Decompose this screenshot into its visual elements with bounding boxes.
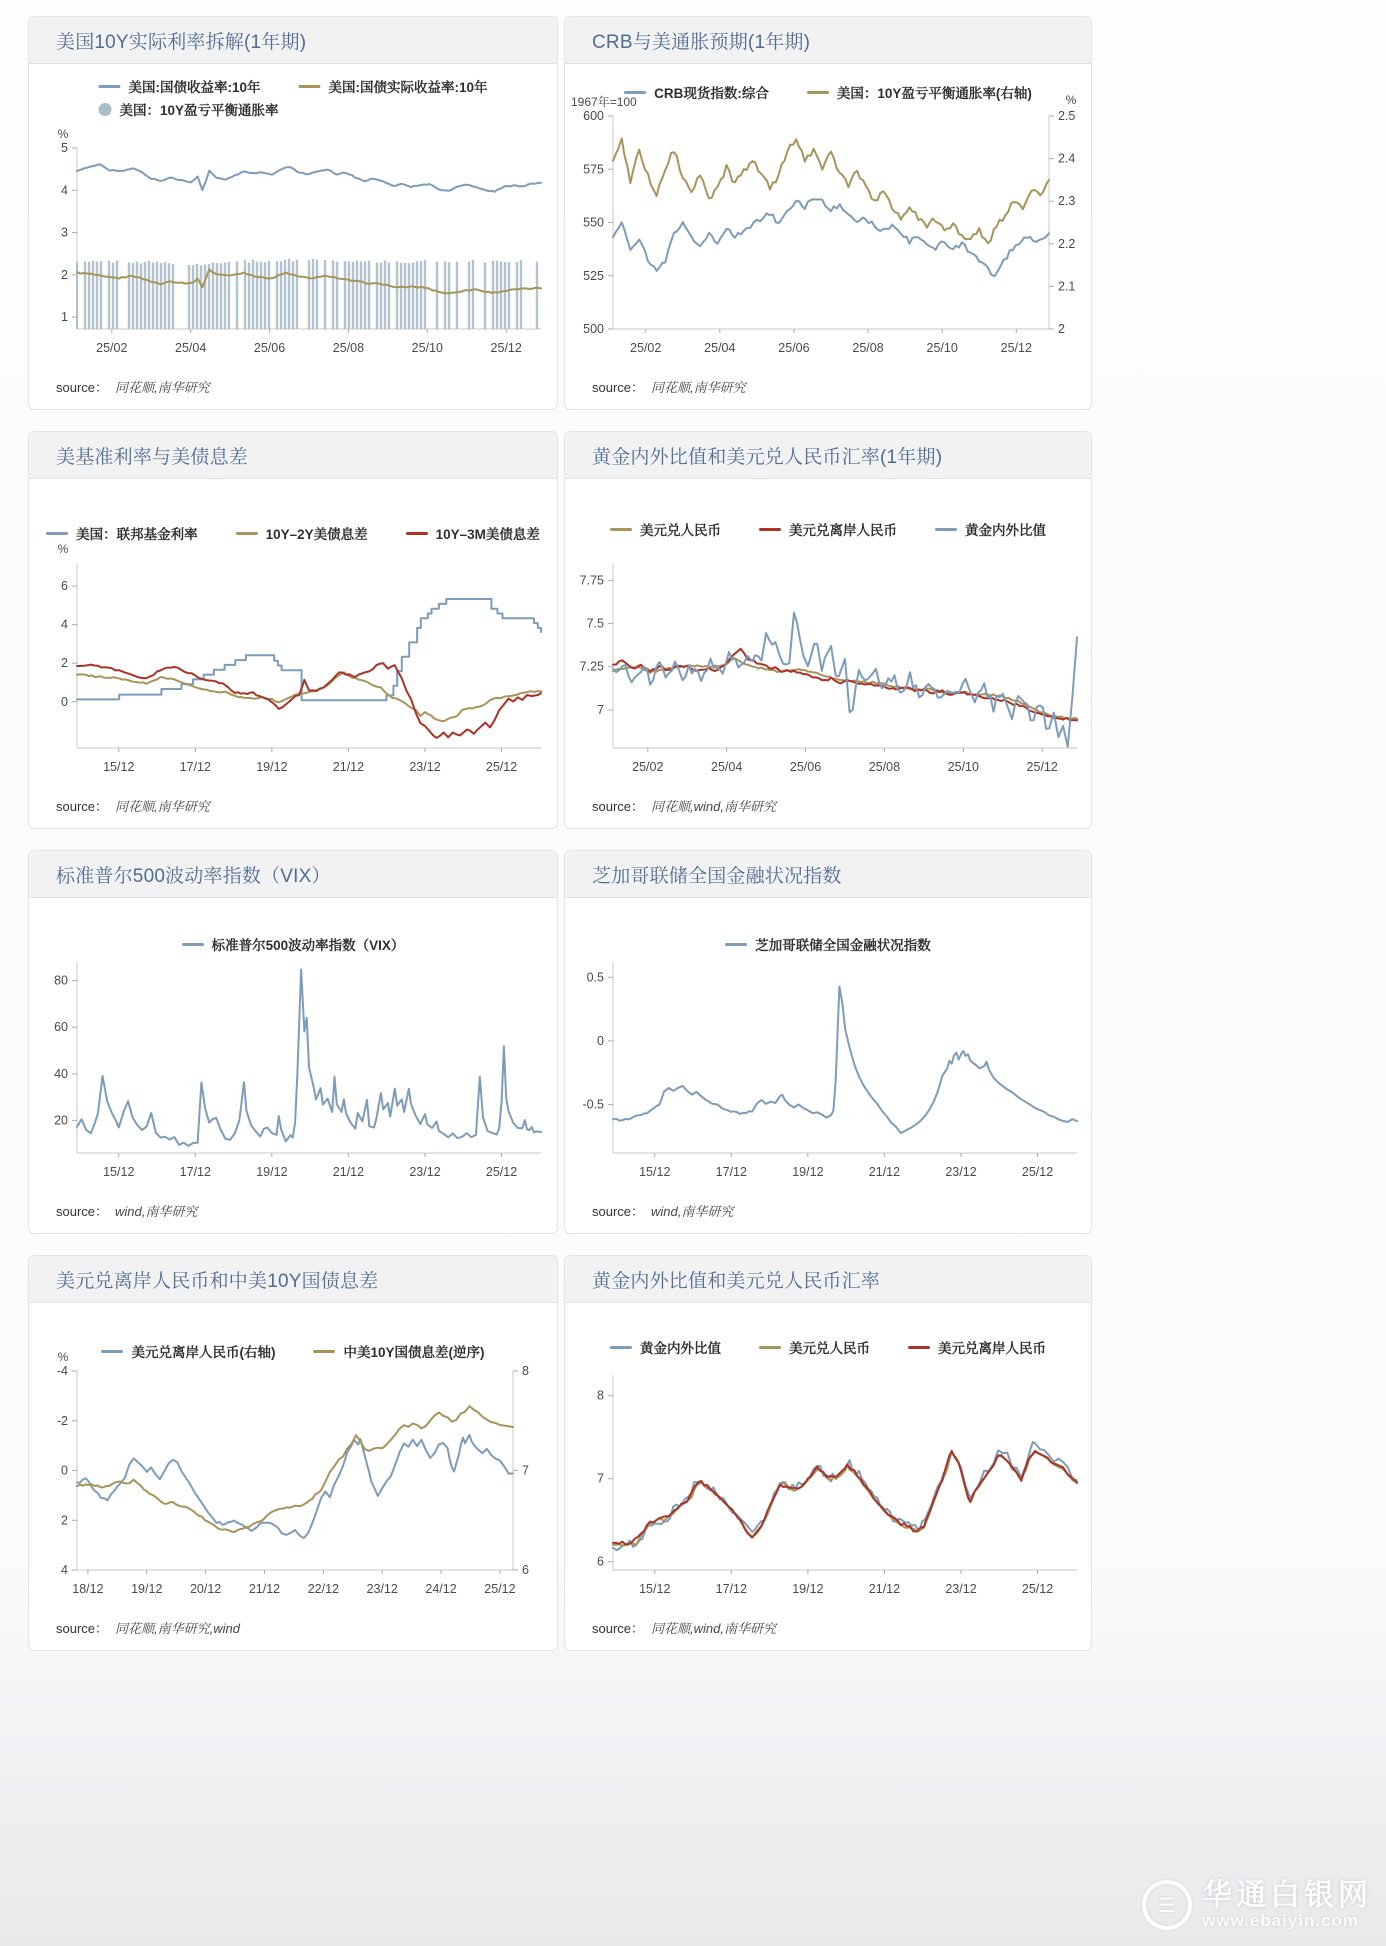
panel-title: 标准普尔500波动率指数（VIX） xyxy=(56,865,331,887)
source-row xyxy=(29,782,557,828)
source-row xyxy=(29,1604,557,1650)
svg-text:21/12: 21/12 xyxy=(868,1582,901,1596)
svg-text:-2: -2 xyxy=(56,1413,68,1428)
chart-area xyxy=(29,1303,557,1604)
svg-text:21/12: 21/12 xyxy=(332,1165,365,1179)
source-label: source： xyxy=(592,379,645,395)
panel-crb-inflation xyxy=(564,16,1092,410)
svg-text:25/08: 25/08 xyxy=(852,341,884,355)
source-label: source： xyxy=(56,379,109,395)
legend-label: 黄金内外比值 xyxy=(640,1341,721,1356)
svg-text:575: 575 xyxy=(583,162,604,177)
chart-canvas xyxy=(29,898,557,1187)
chart-area xyxy=(565,64,1091,363)
legend-label: 标准普尔500波动率指数（VIX） xyxy=(211,938,405,953)
panel-nfci xyxy=(564,850,1092,1234)
svg-text:%: % xyxy=(57,542,69,556)
svg-text:600: 600 xyxy=(583,109,604,123)
svg-text:25/06: 25/06 xyxy=(789,760,822,774)
svg-text:21/12: 21/12 xyxy=(248,1582,281,1596)
svg-text:24/12: 24/12 xyxy=(425,1582,457,1596)
svg-text:19/12: 19/12 xyxy=(792,1165,824,1179)
chart-plot xyxy=(29,1303,557,1604)
legend-label: 10Y–3M美债息差 xyxy=(435,527,540,542)
svg-text:25/06: 25/06 xyxy=(253,341,286,355)
svg-text:23/12: 23/12 xyxy=(945,1582,977,1596)
svg-text:7: 7 xyxy=(522,1463,529,1478)
legend-label: 中美10Y国债息差(逆序) xyxy=(343,1345,485,1360)
watermark-logo-icon: ☰ xyxy=(1142,1880,1192,1930)
svg-text:7.25: 7.25 xyxy=(579,659,604,674)
source-row xyxy=(29,1187,557,1233)
source-value: 同花顺,wind,南华研究 xyxy=(651,1620,776,1636)
legend-label: 美国：联邦基金利率 xyxy=(76,527,198,542)
chart-area xyxy=(565,898,1091,1187)
panel-header xyxy=(29,17,557,64)
svg-text:25/12: 25/12 xyxy=(485,1165,518,1179)
chart-canvas xyxy=(29,1303,557,1604)
chart-canvas xyxy=(565,479,1092,782)
svg-text:525: 525 xyxy=(583,268,604,283)
svg-text:19/12: 19/12 xyxy=(256,1165,288,1179)
svg-text:7: 7 xyxy=(597,702,604,717)
svg-text:6: 6 xyxy=(597,1554,604,1569)
svg-text:5: 5 xyxy=(61,141,68,155)
panel-header xyxy=(29,432,557,479)
legend-label: 美国:国债实际收益率:10年 xyxy=(328,80,488,95)
svg-text:18/12: 18/12 xyxy=(72,1582,104,1596)
source-label: source： xyxy=(592,1620,645,1636)
svg-text:25/06: 25/06 xyxy=(778,341,810,355)
legend-label: 美元兑人民币 xyxy=(789,1341,870,1356)
svg-text:25/04: 25/04 xyxy=(711,760,743,774)
legend-label: 美国：10Y盈亏平衡通胀率(右轴) xyxy=(836,86,1032,101)
svg-text:25/04: 25/04 xyxy=(175,341,207,355)
svg-text:21/12: 21/12 xyxy=(332,760,365,774)
svg-text:17/12: 17/12 xyxy=(715,1165,747,1179)
svg-text:2.5: 2.5 xyxy=(1058,109,1076,123)
source-label: source： xyxy=(56,798,109,814)
svg-text:4: 4 xyxy=(61,1563,68,1577)
svg-text:7.75: 7.75 xyxy=(579,573,604,588)
svg-text:25/08: 25/08 xyxy=(868,760,901,774)
chart-canvas xyxy=(565,898,1092,1187)
panel-title: CRB与美通胀预期(1年期) xyxy=(592,31,811,53)
svg-text:1: 1 xyxy=(61,310,68,325)
chart-area xyxy=(29,479,557,782)
svg-text:1967年=100: 1967年=100 xyxy=(571,95,637,109)
svg-text:19/12: 19/12 xyxy=(792,1582,824,1596)
chart-canvas xyxy=(565,64,1092,363)
svg-text:60: 60 xyxy=(54,1020,68,1035)
svg-text:19/12: 19/12 xyxy=(256,760,288,774)
svg-text:0: 0 xyxy=(61,1463,68,1478)
watermark-url: www.ebaiyin.com xyxy=(1202,1910,1360,1930)
panel-gold-ratio-cny xyxy=(564,1255,1092,1651)
svg-text:80: 80 xyxy=(54,973,68,988)
svg-text:25/02: 25/02 xyxy=(630,341,662,355)
watermark-text xyxy=(1202,1880,1372,1929)
source-value: 同花顺,南华研究 xyxy=(115,798,210,814)
panel-title: 美国10Y实际利率拆解(1年期) xyxy=(56,31,307,53)
svg-text:-4: -4 xyxy=(56,1364,68,1378)
svg-text:19/12: 19/12 xyxy=(131,1582,163,1596)
svg-text:23/12: 23/12 xyxy=(409,760,441,774)
source-value: wind,南华研究 xyxy=(115,1203,198,1219)
svg-text:2: 2 xyxy=(1058,322,1065,336)
chart-plot xyxy=(565,1303,1091,1604)
svg-text:0: 0 xyxy=(597,1033,604,1048)
svg-text:25/12: 25/12 xyxy=(484,1582,516,1596)
svg-text:2: 2 xyxy=(61,267,68,282)
panel-title: 美基准利率与美债息差 xyxy=(56,446,249,468)
legend-label: 黄金内外比值 xyxy=(965,523,1046,538)
svg-text:25/10: 25/10 xyxy=(947,760,979,774)
chart-canvas xyxy=(29,479,557,782)
panel-fed-rate-spreads xyxy=(28,431,558,829)
chart-area xyxy=(565,479,1091,782)
chart-canvas xyxy=(29,64,557,363)
svg-text:8: 8 xyxy=(597,1388,604,1403)
svg-text:25/12: 25/12 xyxy=(1026,760,1058,774)
svg-text:2.3: 2.3 xyxy=(1058,194,1076,209)
panel-header xyxy=(565,1256,1091,1303)
source-label: source： xyxy=(56,1620,109,1636)
svg-text:25/12: 25/12 xyxy=(1000,341,1032,355)
svg-text:0.5: 0.5 xyxy=(586,970,604,985)
legend-label: 10Y–2Y美债息差 xyxy=(265,527,368,542)
svg-text:25/02: 25/02 xyxy=(632,760,664,774)
svg-text:25/04: 25/04 xyxy=(704,341,736,355)
svg-text:2.4: 2.4 xyxy=(1058,151,1076,166)
chart-area xyxy=(29,898,557,1187)
svg-text:%: % xyxy=(57,127,69,141)
source-value: 同花顺,南华研究 xyxy=(115,379,210,395)
panel-header xyxy=(565,432,1091,479)
panel-title: 芝加哥联储全国金融状况指数 xyxy=(592,865,842,887)
svg-text:23/12: 23/12 xyxy=(945,1165,977,1179)
svg-text:2: 2 xyxy=(61,656,68,671)
chart-canvas xyxy=(565,1303,1092,1604)
svg-text:7: 7 xyxy=(597,1471,604,1486)
svg-text:17/12: 17/12 xyxy=(179,1165,211,1179)
svg-text:15/12: 15/12 xyxy=(639,1582,671,1596)
chart-area xyxy=(565,1303,1091,1604)
svg-text:4: 4 xyxy=(61,183,68,198)
svg-text:15/12: 15/12 xyxy=(103,1165,135,1179)
svg-text:22/12: 22/12 xyxy=(307,1582,339,1596)
svg-text:%: % xyxy=(57,1350,69,1364)
svg-text:-0.5: -0.5 xyxy=(582,1097,604,1112)
panel-vix xyxy=(28,850,558,1234)
svg-text:6: 6 xyxy=(522,1563,529,1577)
chart-plot xyxy=(29,64,557,363)
watermark xyxy=(1142,1880,1372,1930)
svg-text:20/12: 20/12 xyxy=(189,1582,222,1596)
svg-text:25/12: 25/12 xyxy=(1021,1582,1054,1596)
svg-text:500: 500 xyxy=(583,322,604,336)
legend-label: 美元兑离岸人民币(右轴) xyxy=(131,1345,276,1360)
svg-text:0: 0 xyxy=(61,694,68,709)
panel-header xyxy=(565,851,1091,898)
svg-text:550: 550 xyxy=(583,215,604,230)
legend-label: 美元兑离岸人民币 xyxy=(938,1341,1046,1356)
svg-text:23/12: 23/12 xyxy=(409,1165,441,1179)
svg-text:%: % xyxy=(1065,93,1077,107)
source-row xyxy=(565,1604,1091,1650)
svg-text:25/12: 25/12 xyxy=(485,760,518,774)
svg-text:25/02: 25/02 xyxy=(96,341,128,355)
legend-label: 美元兑人民币 xyxy=(640,523,721,538)
source-label: source： xyxy=(592,798,645,814)
svg-text:2.1: 2.1 xyxy=(1058,279,1076,294)
source-value: 同花顺,南华研究,wind xyxy=(115,1620,240,1636)
svg-text:2: 2 xyxy=(61,1513,68,1528)
chart-plot xyxy=(565,898,1091,1187)
panel-title: 黄金内外比值和美元兑人民币汇率 xyxy=(592,1270,881,1292)
chart-plot xyxy=(565,64,1091,363)
svg-text:25/08: 25/08 xyxy=(332,341,365,355)
watermark-brand: 华通白银网 xyxy=(1202,1879,1372,1913)
svg-text:6: 6 xyxy=(61,579,68,594)
source-value: wind,南华研究 xyxy=(651,1203,734,1219)
chart-plot xyxy=(565,479,1091,782)
charts-grid xyxy=(28,16,1092,1651)
source-label: source： xyxy=(56,1203,109,1219)
legend-label: 美国：10Y盈亏平衡通胀率 xyxy=(119,103,279,118)
source-value: 同花顺,南华研究 xyxy=(651,379,746,395)
panel-title: 美元兑离岸人民币和中美10Y国债息差 xyxy=(56,1270,379,1292)
chart-plot xyxy=(29,479,557,782)
svg-text:23/12: 23/12 xyxy=(366,1582,398,1596)
svg-text:21/12: 21/12 xyxy=(868,1165,901,1179)
svg-text:20: 20 xyxy=(54,1113,68,1128)
panel-header xyxy=(565,17,1091,64)
panel-gold-ratio-cny-1y xyxy=(564,431,1092,829)
svg-text:15/12: 15/12 xyxy=(639,1165,671,1179)
panel-header xyxy=(29,1256,557,1303)
source-row xyxy=(565,1187,1091,1233)
chart-plot xyxy=(29,898,557,1187)
panel-title: 黄金内外比值和美元兑人民币汇率(1年期) xyxy=(592,446,943,468)
svg-text:4: 4 xyxy=(61,617,68,632)
panel-us-10y-real-rate xyxy=(28,16,558,410)
chart-area xyxy=(29,64,557,363)
source-value: 同花顺,wind,南华研究 xyxy=(651,798,776,814)
svg-text:40: 40 xyxy=(54,1066,68,1081)
svg-text:8: 8 xyxy=(522,1364,529,1378)
source-row xyxy=(565,782,1091,828)
svg-text:15/12: 15/12 xyxy=(103,760,135,774)
svg-text:25/12: 25/12 xyxy=(490,341,522,355)
legend-label: 美国:国债收益率:10年 xyxy=(128,80,261,95)
svg-text:17/12: 17/12 xyxy=(715,1582,747,1596)
legend-label: 芝加哥联储全国金融状况指数 xyxy=(755,938,931,953)
source-row xyxy=(29,363,557,409)
svg-text:17/12: 17/12 xyxy=(179,760,211,774)
svg-text:25/12: 25/12 xyxy=(1021,1165,1054,1179)
source-row xyxy=(565,363,1091,409)
legend-label: CRB现货指数:综合 xyxy=(654,86,769,101)
svg-text:7.5: 7.5 xyxy=(586,616,604,631)
legend-label: 美元兑离岸人民币 xyxy=(789,523,897,538)
panel-cnh-spread xyxy=(28,1255,558,1651)
svg-text:2.2: 2.2 xyxy=(1058,236,1076,251)
svg-text:3: 3 xyxy=(61,225,68,240)
svg-text:25/10: 25/10 xyxy=(411,341,443,355)
panel-header xyxy=(29,851,557,898)
svg-text:25/10: 25/10 xyxy=(926,341,958,355)
source-label: source： xyxy=(592,1203,645,1219)
